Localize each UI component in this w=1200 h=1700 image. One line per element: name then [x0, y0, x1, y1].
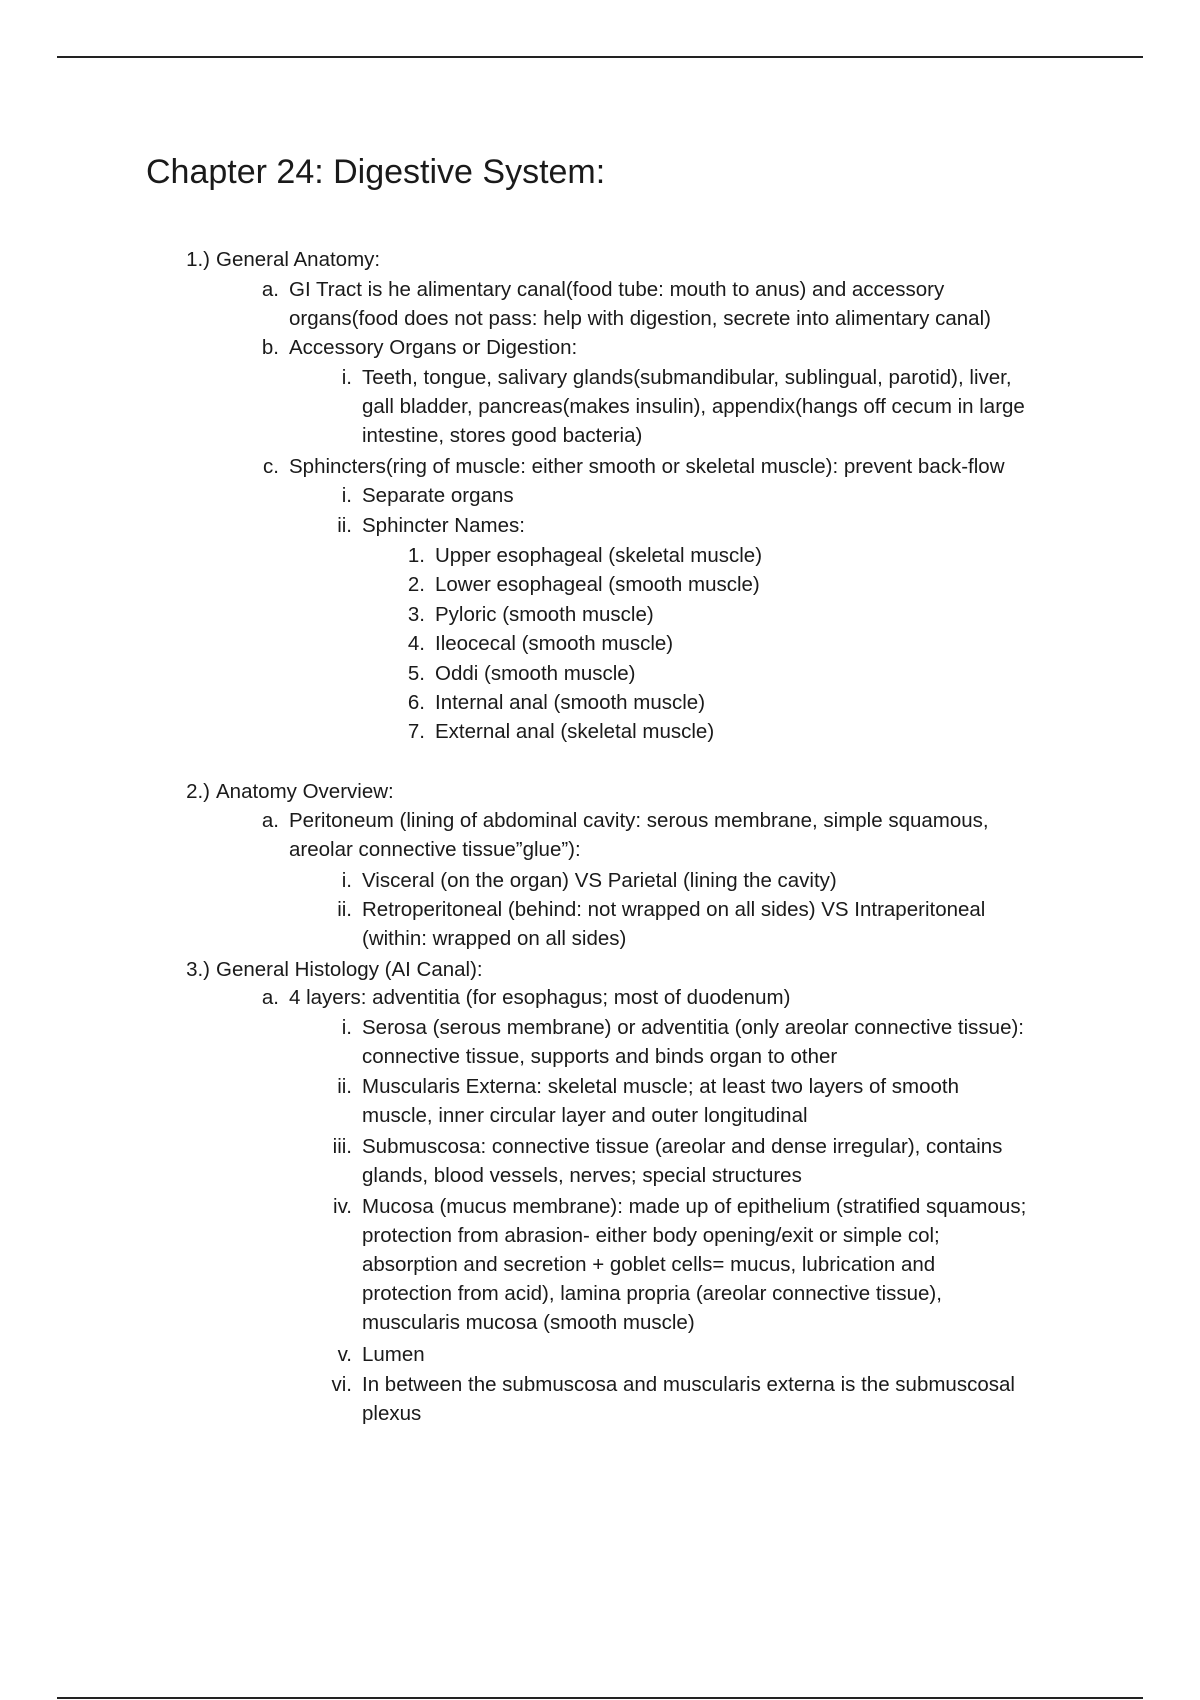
list-marker: i. [341, 484, 352, 507]
list-marker: i. [341, 366, 352, 389]
section-heading: General Histology (AI Canal): [216, 958, 483, 981]
list-item-text: Muscularis Externa: skeletal muscle; at least two layers of smooth [362, 1075, 960, 1098]
sphincter-item [407, 688, 706, 717]
sphincter-item [407, 659, 636, 688]
list-item-text: muscularis mucosa (smooth muscle) [362, 1311, 695, 1334]
list-item-text: Oddi (smooth muscle) [435, 662, 636, 685]
list-marker: 2.) [186, 780, 210, 803]
list-item [261, 275, 991, 333]
list-marker: 1.) [186, 248, 210, 271]
list-item-text: Upper esophageal (skeletal muscle) [435, 544, 763, 567]
list-item-text: Submuscosa: connective tissue (areolar and dense irregular), contains [362, 1135, 1003, 1158]
list-item-text: Lumen [362, 1343, 425, 1366]
list-item-text: Lower esophageal (smooth muscle) [435, 573, 760, 596]
list-item-text: plexus [362, 1402, 422, 1425]
list-marker: a. [261, 809, 279, 832]
list-item-text: protection from acid), lamina propria (areolar connective tissue), [362, 1282, 942, 1305]
list-item [261, 806, 989, 864]
section-general-anatomy [186, 245, 381, 274]
list-item-text: Sphincters(ring of muscle: either smooth or skeletal muscle): prevent back-flow [289, 455, 1005, 478]
list-marker: i. [341, 869, 352, 892]
list-item-text: In between the submuscosa and muscularis externa is the submuscosal [362, 1373, 1015, 1396]
sphincter-item [407, 717, 715, 746]
header-rule [57, 56, 1143, 58]
list-marker: ii. [337, 514, 352, 537]
section-heading: General Anatomy: [216, 248, 381, 271]
list-marker: 6. [407, 691, 425, 714]
list-marker: ii. [337, 898, 352, 921]
list-item-text: organs(food does not pass: help with digestion, secrete into alimentary canal) [289, 307, 991, 330]
section-general-histology [186, 955, 483, 984]
layer-item [331, 1370, 1015, 1428]
layer-item [333, 1192, 1027, 1337]
sphincter-item [407, 629, 674, 658]
list-item [337, 511, 525, 540]
list-marker: 7. [407, 720, 425, 743]
list-item-text: Teeth, tongue, salivary glands(submandibular, sublingual, parotid), liver, [362, 366, 1012, 389]
list-item-text: Ileocecal (smooth muscle) [435, 632, 674, 655]
layer-item [337, 1340, 425, 1369]
list-item-text: protection from abrasion- either body opening/exit or simple col; [362, 1224, 940, 1247]
section-anatomy-overview [186, 777, 394, 806]
list-marker: ii. [337, 1075, 352, 1098]
list-item-text: Pyloric (smooth muscle) [435, 603, 654, 626]
list-marker: 5. [407, 662, 425, 685]
list-item-text: Retroperitoneal (behind: not wrapped on all sides) VS Intraperitoneal [362, 898, 986, 921]
list-marker: 3.) [186, 958, 210, 981]
list-marker: 2. [407, 573, 425, 596]
list-item-text: External anal (skeletal muscle) [435, 720, 715, 743]
list-item-text: connective tissue, supports and binds organ to other [362, 1045, 838, 1068]
list-item-text: intestine, stores good bacteria) [362, 424, 643, 447]
list-marker: iii. [332, 1135, 352, 1158]
list-item [337, 895, 986, 953]
list-marker: a. [261, 278, 279, 301]
list-item-text: gall bladder, pancreas(makes insulin), appendix(hangs off cecum in large [362, 395, 1025, 418]
list-item [263, 452, 1005, 481]
list-item-text: Separate organs [362, 484, 514, 507]
list-marker: 1. [407, 544, 425, 567]
layer-item [332, 1132, 1003, 1190]
list-item-text: Visceral (on the organ) VS Parietal (lining the cavity) [362, 869, 837, 892]
list-item [261, 983, 791, 1012]
list-item-text: muscle, inner circular layer and outer longitudinal [362, 1104, 808, 1127]
sphincter-item [407, 570, 760, 599]
list-item-text: Internal anal (smooth muscle) [435, 691, 706, 714]
sphincter-item [407, 541, 763, 570]
sphincter-item [407, 600, 654, 629]
list-item [261, 333, 578, 362]
list-item-text: 4 layers: adventitia (for esophagus; most of duodenum) [289, 986, 791, 1009]
list-marker: c. [263, 455, 279, 478]
list-item-text: GI Tract is he alimentary canal(food tube: mouth to anus) and accessory [289, 278, 945, 301]
list-item-text: Sphincter Names: [362, 514, 525, 537]
list-item-text: Accessory Organs or Digestion: [289, 336, 578, 359]
list-marker: vi. [331, 1373, 352, 1396]
list-item-text: (within: wrapped on all sides) [362, 927, 627, 950]
list-item-text: Serosa (serous membrane) or adventitia (only areolar connective tissue): [362, 1016, 1024, 1039]
list-item-text: areolar connective tissue”glue”): [289, 838, 581, 861]
list-marker: 3. [407, 603, 425, 626]
footer-rule [57, 1697, 1143, 1699]
layer-item [337, 1072, 960, 1130]
list-item-text: glands, blood vessels, nerves; special structures [362, 1164, 802, 1187]
list-item-text: absorption and secretion + goblet cells= mucus, lubrication and [362, 1253, 936, 1276]
list-marker: b. [261, 336, 279, 359]
list-item [341, 481, 514, 510]
list-marker: i. [341, 1016, 352, 1039]
list-item [341, 363, 1025, 450]
section-heading: Anatomy Overview: [216, 780, 394, 803]
list-marker: iv. [333, 1195, 352, 1218]
list-marker: a. [261, 986, 279, 1009]
list-item-text: Mucosa (mucus membrane): made up of epithelium (stratified squamous; [362, 1195, 1027, 1218]
list-marker: v. [337, 1343, 352, 1366]
layer-item [341, 1013, 1024, 1071]
list-marker: 4. [407, 632, 425, 655]
list-item-text: Peritoneum (lining of abdominal cavity: serous membrane, simple squamous, [289, 809, 989, 832]
list-item [341, 866, 837, 895]
page-title: Chapter 24: Digestive System: [146, 153, 606, 191]
